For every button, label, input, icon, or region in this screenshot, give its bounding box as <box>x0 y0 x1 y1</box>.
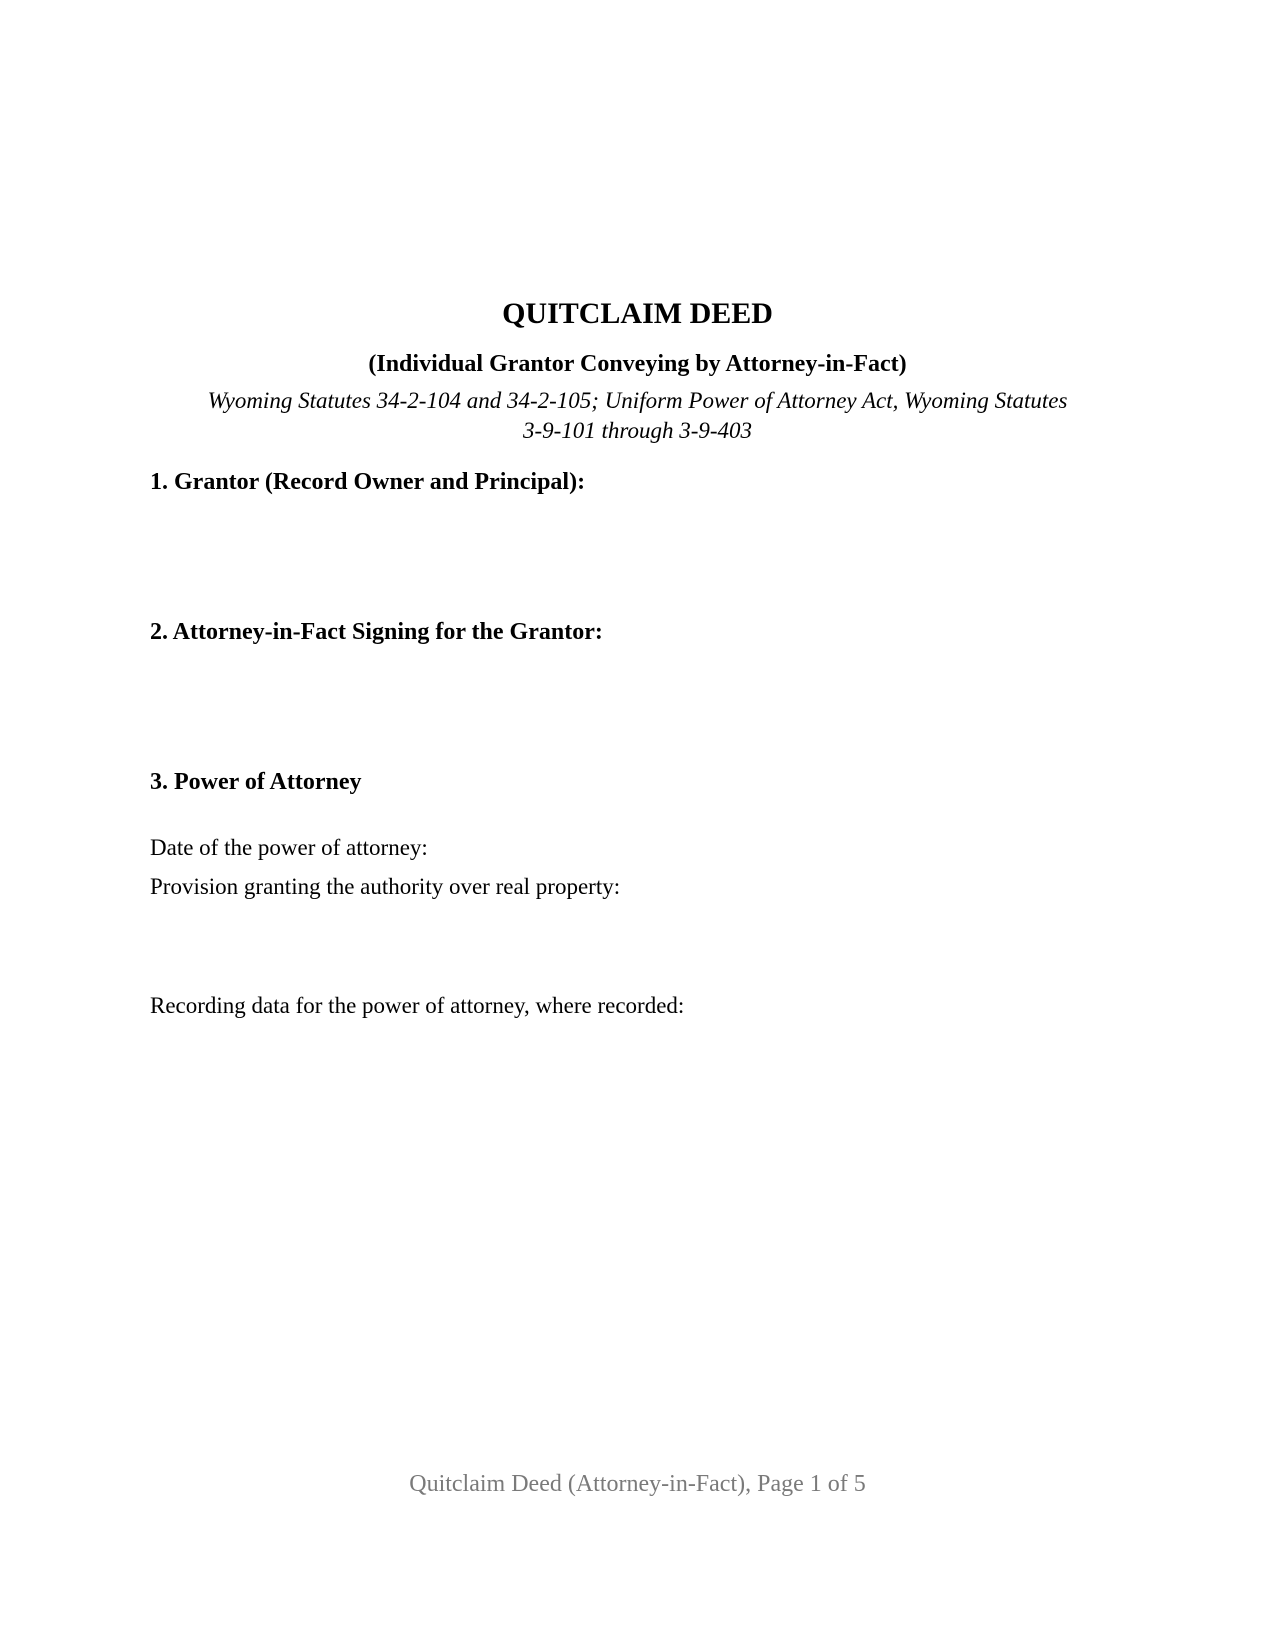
statutes-citation <box>150 386 1125 446</box>
statutes-line-2: 3-9-101 through 3-9-403 <box>522 418 753 443</box>
poa-date-label: Date of the power of attorney: <box>150 835 428 860</box>
poa-provision-label: Provision granting the authority over real property: <box>150 874 621 899</box>
document-subtitle: (Individual Grantor Conveying by Attorney-in-Fact) <box>368 351 907 377</box>
section-heading-grantor: 1. Grantor (Record Owner and Principal): <box>150 469 586 495</box>
statutes-line-1: Wyoming Statutes 34-2-104 and 34-2-105; Uniform Power of Attorney Act, Wyoming Statutes <box>207 388 1068 413</box>
section-heading-attorney-in-fact: 2. Attorney-in-Fact Signing for the Grantor: <box>150 619 603 645</box>
section-heading-power-of-attorney: 3. Power of Attorney <box>150 769 362 795</box>
document-title: QUITCLAIM DEED <box>502 297 773 330</box>
page-footer: Quitclaim Deed (Attorney-in-Fact), Page 1 of 5 <box>409 1471 866 1497</box>
poa-recording-label: Recording data for the power of attorney, where recorded: <box>150 993 685 1018</box>
